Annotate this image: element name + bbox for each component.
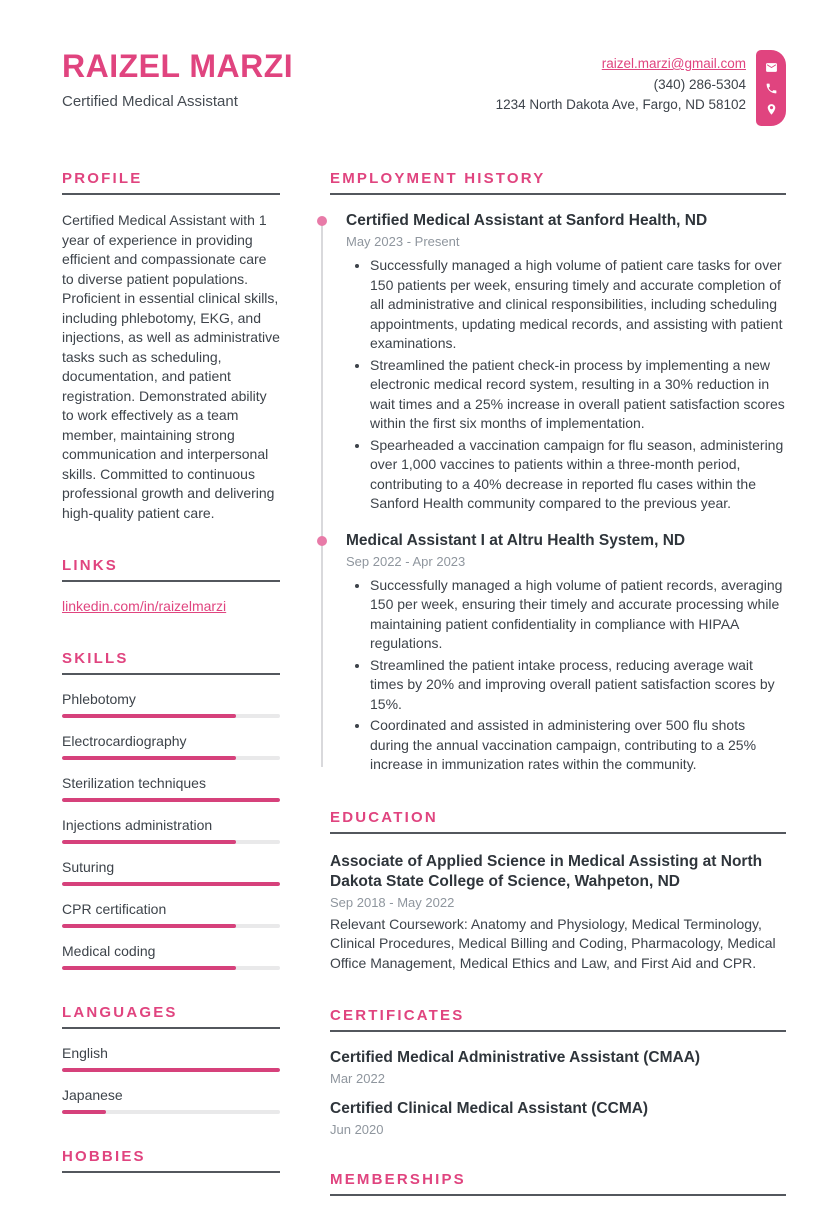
skill-bar-fill: [62, 714, 236, 718]
certificate-title: Certified Clinical Medical Assistant (CCMA): [330, 1100, 649, 1117]
skill-label: Phlebotomy: [62, 691, 136, 707]
skill-bar: [62, 756, 280, 760]
candidate-title: Certified Medical Assistant: [62, 92, 238, 110]
employment-heading: EMPLOYMENT HISTORY: [330, 170, 786, 195]
contact-block: [496, 50, 786, 126]
language-bar: [62, 1068, 280, 1072]
timeline-dot-icon: [317, 216, 327, 226]
job-bullet: • Successfully managed a high volume of patient records, averaging 150 per week, ensuring their timely and accurate processing while maintaining patient confidentiality in compliance with HIPAA regulations.: [370, 576, 786, 654]
language-label: English: [62, 1045, 108, 1061]
certificate-title: Certified Medical Administrative Assistant (CMAA): [330, 1049, 701, 1066]
education-title: Associate of Applied Science in Medical Assisting at North Dakota State College of Science, Wahpeton, ND: [330, 852, 763, 890]
email-link[interactable]: raizel.marzi@gmail.com: [601, 56, 746, 71]
skill-item: [62, 859, 280, 886]
education-description: Relevant Coursework: Anatomy and Physiology, Medical Terminology, Clinical Procedures, Medical Billing and Coding, Pharmacology, Medical Office Management, Medical Ethics and Law, and First Aid and CPR.: [330, 915, 776, 971]
phone-icon: [765, 82, 778, 95]
skill-bar: [62, 924, 280, 928]
linkedin-link[interactable]: linkedin.com/in/raizelmarzi: [62, 598, 227, 614]
job-title: Medical Assistant I at Altru Health System, ND: [346, 531, 686, 549]
skills-heading: SKILLS: [62, 650, 280, 675]
job-bullet: • Successfully managed a high volume of patient care tasks for over 150 patients per week, ensuring timely and accurate completion of all administrative and clinical responsibilities, including scheduling appointments, updating medical records, and assisting with patient examinations.: [370, 256, 786, 354]
language-item: [62, 1087, 280, 1114]
section-memberships: [330, 1171, 786, 1196]
skill-item: [62, 943, 280, 970]
section-languages: [62, 1004, 280, 1114]
right-column: [330, 170, 786, 1230]
contact-details: [496, 54, 746, 116]
job-bullets: [346, 576, 786, 775]
language-bar-fill: [62, 1068, 280, 1072]
skill-bar: [62, 840, 280, 844]
skill-label: Sterilization techniques: [62, 775, 206, 791]
phone-number: (340) 286-5304: [653, 76, 746, 92]
skill-bar: [62, 966, 280, 970]
skill-item: [62, 691, 280, 718]
language-bar-fill: [62, 1110, 106, 1114]
job-bullet: • Streamlined the patient intake process, reducing average wait times by 20% and improving overall patient satisfaction scores by 15%.: [370, 656, 786, 715]
skill-bar-fill: [62, 798, 280, 802]
content-columns: [62, 170, 786, 1230]
section-hobbies: [62, 1148, 280, 1173]
skill-label: Suturing: [62, 859, 115, 875]
memberships-heading: MEMBERSHIPS: [330, 1171, 786, 1196]
certificate-dates: Mar 2022: [330, 1071, 385, 1086]
education-heading: EDUCATION: [330, 809, 786, 834]
language-item: [62, 1045, 280, 1072]
employment-timeline: [330, 211, 786, 775]
job-entry: [330, 211, 786, 514]
job-bullet: • Coordinated and assisted in administering over 500 flu shots during the annual vaccination campaign, contributing to a 25% increase in immunization rates within the community.: [370, 716, 786, 775]
job-title: Certified Medical Assistant at Sanford Health, ND: [346, 212, 708, 229]
section-skills: [62, 650, 280, 970]
header: [62, 50, 786, 126]
certificates-heading: CERTIFICATES: [330, 1007, 786, 1032]
section-employment: [330, 170, 786, 775]
section-certificates: [330, 1007, 786, 1137]
profile-heading: PROFILE: [62, 170, 280, 195]
identity-block: [62, 50, 293, 110]
education-dates: Sep 2018 - May 2022: [330, 894, 455, 910]
job-dates: May 2023 - Present: [346, 234, 460, 249]
job-dates: Sep 2022 - Apr 2023: [346, 553, 466, 569]
skill-bar: [62, 882, 280, 886]
profile-text: Certified Medical Assistant with 1 year of experience in providing efficient and compassionate care to diverse patient populations. Proficient in essential clinical skills, including phlebotomy, EKG, and injections, as well as administrative tasks such as scheduling, documentation, and patient registration. Demonstrated ability to work effectively as a team member, maintaining strong communication and interpersonal skills. Committed to continuous professional growth and delivering high-quality patient care.: [62, 212, 280, 521]
section-profile: [62, 170, 280, 523]
certificate-dates: Jun 2020: [330, 1122, 384, 1137]
links-heading: LINKS: [62, 557, 280, 582]
section-education: [330, 809, 786, 974]
certificate-entry: [330, 1048, 786, 1086]
skill-label: Electrocardiography: [62, 733, 187, 749]
skill-label: Injections administration: [62, 817, 213, 833]
language-bar: [62, 1110, 280, 1114]
section-links: [62, 557, 280, 616]
left-column: [62, 170, 280, 1230]
skill-bar-fill: [62, 924, 236, 928]
envelope-icon: [765, 61, 778, 74]
candidate-name: RAIZEL MARZI: [62, 48, 294, 84]
skill-bar-fill: [62, 840, 236, 844]
certificate-entry: [330, 1099, 786, 1137]
job-bullets: [346, 256, 786, 514]
languages-heading: LANGUAGES: [62, 1004, 280, 1029]
list-item: [62, 598, 280, 616]
skill-item: [62, 775, 280, 802]
skill-bar-fill: [62, 882, 280, 886]
job-bullet: • Streamlined the patient check-in process by implementing a new electronic medical record system, resulting in a 30% reduction in wait times and a 25% increase in overall patient satisfaction scores within the first six months of implementation.: [370, 356, 786, 434]
contact-icon-tab: [756, 50, 786, 126]
address: 1234 North Dakota Ave, Fargo, ND 58102: [495, 97, 746, 112]
location-icon: [765, 103, 778, 116]
skill-item: [62, 901, 280, 928]
skill-bar-fill: [62, 966, 236, 970]
skill-item: [62, 733, 280, 760]
language-label: Japanese: [62, 1087, 123, 1103]
skill-bar: [62, 798, 280, 802]
skill-bar: [62, 714, 280, 718]
skill-bar-fill: [62, 756, 236, 760]
timeline-dot-icon: [317, 536, 327, 546]
job-entry: [330, 531, 786, 775]
hobbies-heading: HOBBIES: [62, 1148, 280, 1173]
skill-label: Medical coding: [62, 943, 156, 959]
education-entry: [330, 852, 786, 974]
skill-item: [62, 817, 280, 844]
job-bullet: • Spearheaded a vaccination campaign for flu season, administering over 1,000 vaccines to patients within a three-month period, contributing to a 40% decrease in reported flu cases within the Sanford Health community compared to the previous year.: [370, 436, 786, 514]
skill-label: CPR certification: [62, 901, 167, 917]
